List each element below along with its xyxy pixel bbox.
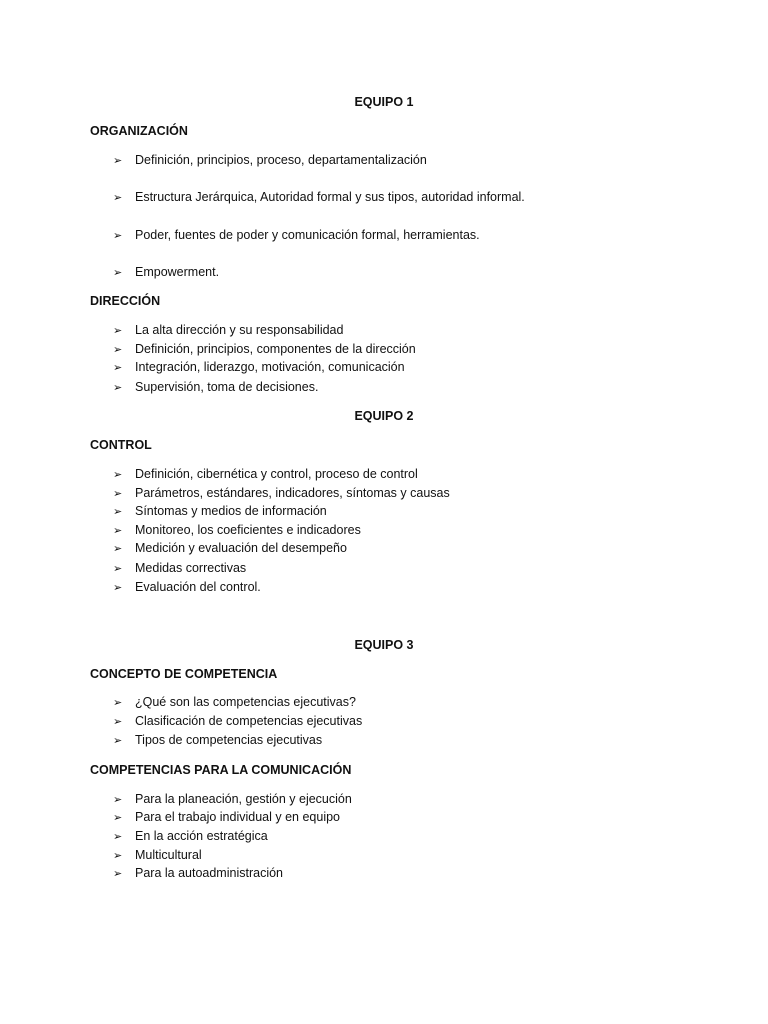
arrow-bullet-icon: ➢ bbox=[113, 831, 123, 843]
list-item-text: Definición, cibernética y control, proceso de control bbox=[135, 467, 418, 481]
arrow-bullet-icon: ➢ bbox=[113, 543, 123, 555]
arrow-bullet-icon: ➢ bbox=[113, 506, 123, 518]
section-heading-competencias-comunicacion: COMPETENCIAS PARA LA COMUNICACIÓN bbox=[90, 763, 352, 777]
arrow-bullet-icon: ➢ bbox=[113, 868, 123, 880]
arrow-bullet-icon: ➢ bbox=[113, 716, 123, 728]
list-item-text: La alta dirección y su responsabilidad bbox=[135, 323, 344, 337]
arrow-bullet-icon: ➢ bbox=[113, 344, 123, 356]
arrow-bullet-icon: ➢ bbox=[113, 192, 123, 204]
list-item-text: Medidas correctivas bbox=[135, 561, 247, 575]
arrow-bullet-icon: ➢ bbox=[113, 794, 123, 806]
list-item-text: Clasificación de competencias ejecutivas bbox=[135, 714, 363, 728]
list-item bbox=[113, 865, 283, 882]
list-item bbox=[113, 341, 416, 358]
list-item bbox=[113, 466, 418, 483]
list-item-text: Integración, liderazgo, motivación, comunicación bbox=[135, 360, 405, 374]
list-item bbox=[113, 732, 322, 749]
list-item-text: Para la planeación, gestión y ejecución bbox=[135, 792, 352, 806]
list-item bbox=[113, 152, 427, 169]
section-heading-control: CONTROL bbox=[90, 438, 152, 452]
list-item bbox=[113, 189, 525, 206]
list-item-text: Definición, principios, proceso, departamentalización bbox=[135, 153, 427, 167]
arrow-bullet-icon: ➢ bbox=[113, 697, 123, 709]
list-item bbox=[113, 359, 405, 376]
list-item bbox=[113, 847, 202, 864]
list-item bbox=[113, 791, 352, 808]
arrow-bullet-icon: ➢ bbox=[113, 563, 123, 575]
arrow-bullet-icon: ➢ bbox=[113, 735, 123, 747]
arrow-bullet-icon: ➢ bbox=[113, 469, 123, 481]
arrow-bullet-icon: ➢ bbox=[113, 488, 123, 500]
list-item-text: Parámetros, estándares, indicadores, síntomas y causas bbox=[135, 486, 450, 500]
arrow-bullet-icon: ➢ bbox=[113, 155, 123, 167]
arrow-bullet-icon: ➢ bbox=[113, 382, 123, 394]
list-item bbox=[113, 379, 318, 396]
equipo-1-title: EQUIPO 1 bbox=[354, 95, 414, 109]
list-item bbox=[113, 540, 347, 557]
list-item bbox=[113, 522, 361, 539]
list-item-text: Evaluación del control. bbox=[135, 580, 261, 594]
arrow-bullet-icon: ➢ bbox=[113, 362, 123, 374]
list-item bbox=[113, 485, 450, 502]
list-item bbox=[113, 579, 261, 596]
list-item bbox=[113, 713, 362, 730]
list-item bbox=[113, 503, 327, 520]
list-item bbox=[113, 694, 356, 711]
arrow-bullet-icon: ➢ bbox=[113, 812, 123, 824]
section-heading-concepto-competencia: CONCEPTO DE COMPETENCIA bbox=[90, 667, 278, 681]
list-item bbox=[113, 560, 246, 577]
list-item-text: Para la autoadministración bbox=[135, 866, 283, 880]
list-item-text: Supervisión, toma de decisiones. bbox=[135, 380, 319, 394]
arrow-bullet-icon: ➢ bbox=[113, 230, 123, 242]
list-item-text: Para el trabajo individual y en equipo bbox=[135, 810, 340, 824]
arrow-bullet-icon: ➢ bbox=[113, 582, 123, 594]
list-item bbox=[113, 264, 219, 281]
list-item-text: Poder, fuentes de poder y comunicación formal, herramientas. bbox=[135, 228, 480, 242]
list-item-text: Medición y evaluación del desempeño bbox=[135, 541, 347, 555]
section-heading-organizacion: ORGANIZACIÓN bbox=[90, 124, 188, 138]
list-item-text: ¿Qué son las competencias ejecutivas? bbox=[135, 695, 356, 709]
list-item-text: Definición, principios, componentes de la dirección bbox=[135, 342, 416, 356]
list-item bbox=[113, 828, 268, 845]
list-item-text: Multicultural bbox=[135, 848, 202, 862]
list-item bbox=[113, 227, 480, 244]
list-item-text: Estructura Jerárquica, Autoridad formal y sus tipos, autoridad informal. bbox=[135, 190, 525, 204]
list-item-text: Monitoreo, los coeficientes e indicadores bbox=[135, 523, 361, 537]
equipo-2-title: EQUIPO 2 bbox=[354, 409, 414, 423]
list-item bbox=[113, 322, 343, 339]
list-item-text: Empowerment. bbox=[135, 265, 220, 279]
list-item-text: En la acción estratégica bbox=[135, 829, 268, 843]
equipo-3-title: EQUIPO 3 bbox=[354, 638, 414, 652]
list-item-text: Tipos de competencias ejecutivas bbox=[135, 733, 323, 747]
section-heading-direccion: DIRECCIÓN bbox=[90, 294, 161, 308]
arrow-bullet-icon: ➢ bbox=[113, 325, 123, 337]
arrow-bullet-icon: ➢ bbox=[113, 525, 123, 537]
arrow-bullet-icon: ➢ bbox=[113, 267, 123, 279]
list-item bbox=[113, 809, 340, 826]
arrow-bullet-icon: ➢ bbox=[113, 850, 123, 862]
list-item-text: Síntomas y medios de información bbox=[135, 504, 327, 518]
